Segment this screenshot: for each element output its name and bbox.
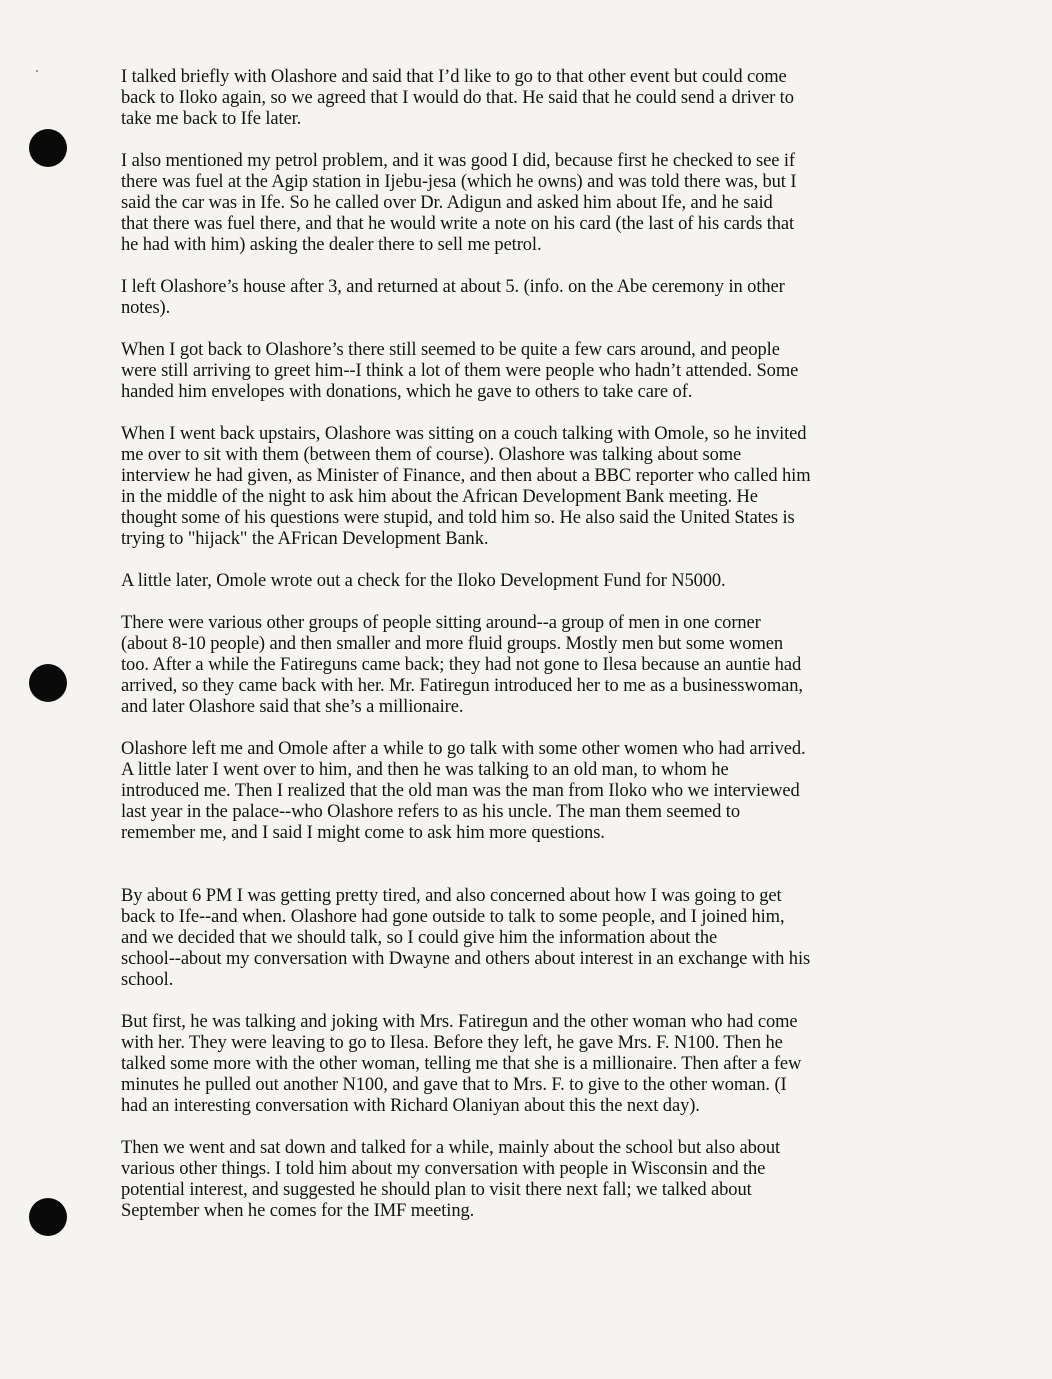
document-body: [121, 67, 941, 1222]
text-line: arrived, so they came back with her. Mr. Fatiregun introduced her to me as a businesswoman,: [121, 676, 803, 696]
text-line: I talked briefly with Olashore and said that I’d like to go to that other event but could come: [121, 67, 787, 87]
text-line: Olashore left me and Omole after a while to go talk with some other women who had arrived.: [121, 739, 806, 759]
text-line: that there was fuel there, and that he would write a note on his card (the last of his cards that: [121, 214, 795, 234]
text-line: But first, he was talking and joking with Mrs. Fatiregun and the other woman who had come: [121, 1012, 798, 1032]
paragraph-1: [121, 67, 941, 130]
paragraph-3: [121, 277, 941, 319]
punch-hole-middle: [29, 664, 67, 702]
text-line: (about 8-10 people) and then smaller and more fluid groups. Mostly men but some women: [121, 634, 783, 654]
text-line: school.: [121, 970, 174, 990]
text-line: A little later, Omole wrote out a check for the Iloko Development Fund for N5000.: [121, 571, 726, 591]
text-line: trying to "hijack" the AFrican Development Bank.: [121, 529, 489, 549]
text-line: thought some of his questions were stupid, and told him so. He also said the United States is: [121, 508, 795, 528]
text-line: Then we went and sat down and talked for a while, mainly about the school but also about: [121, 1138, 781, 1158]
paragraph-7: [121, 613, 941, 718]
text-line: were still arriving to greet him--I think a lot of them were people who hadn’t attended. Some: [121, 361, 799, 381]
paragraph-6: [121, 571, 941, 592]
text-line: When I got back to Olashore’s there still seemed to be quite a few cars around, and people: [121, 340, 780, 360]
punch-hole-bottom: [29, 1198, 67, 1236]
text-line: September when he comes for the IMF meeting.: [121, 1201, 475, 1221]
punch-hole-top: [29, 129, 67, 167]
text-line: back to Iloko again, so we agreed that I would do that. He said that he could send a driver to: [121, 88, 794, 108]
text-line: introduced me. Then I realized that the old man was the man from Iloko who we interviewed: [121, 781, 800, 801]
text-line: When I went back upstairs, Olashore was sitting on a couch talking with Omole, so he invited: [121, 424, 807, 444]
text-line: he had with him) asking the dealer there to sell me petrol.: [121, 235, 542, 255]
text-line: me over to sit with them (between them of course). Olashore was talking about some: [121, 445, 742, 465]
text-line: remember me, and I said I might come to ask him more questions.: [121, 823, 605, 843]
text-line: There were various other groups of people sitting around--a group of men in one corner: [121, 613, 761, 633]
paragraph-9: [121, 886, 941, 991]
text-line: with her. They were leaving to go to Ilesa. Before they left, he gave Mrs. F. N100. Then he: [121, 1033, 783, 1053]
text-line: A little later I went over to him, and then he was talking to an old man, to whom he: [121, 760, 729, 780]
paragraph-2: [121, 151, 941, 256]
text-line: said the car was in Ife. So he called over Dr. Adigun and asked him about Ife, and he said: [121, 193, 773, 213]
text-line: I left Olashore’s house after 3, and returned at about 5. (info. on the Abe ceremony in other: [121, 277, 785, 297]
paragraph-8: [121, 739, 941, 844]
text-line: and later Olashore said that she’s a millionaire.: [121, 697, 464, 717]
text-line: minutes he pulled out another N100, and gave that to Mrs. F. to give to the other woman. (I: [121, 1075, 787, 1095]
text-line: school--about my conversation with Dwayne and others about interest in an exchange with his: [121, 949, 811, 969]
text-line: in the middle of the night to ask him about the African Development Bank meeting. He: [121, 487, 758, 507]
text-line: various other things. I told him about my conversation with people in Wisconsin and the: [121, 1159, 766, 1179]
text-line: had an interesting conversation with Richard Olaniyan about this the next day).: [121, 1096, 700, 1116]
text-line: last year in the palace--who Olashore refers to as his uncle. The man them seemed to: [121, 802, 741, 822]
text-line: notes).: [121, 298, 171, 318]
text-line: interview he had given, as Minister of Finance, and then about a BBC reporter who called him: [121, 466, 811, 486]
text-line: By about 6 PM I was getting pretty tired, and also concerned about how I was going to get: [121, 886, 782, 906]
paragraph-4: [121, 340, 941, 403]
text-line: potential interest, and suggested he should plan to visit there next fall; we talked about: [121, 1180, 752, 1200]
text-line: I also mentioned my petrol problem, and it was good I did, because first he checked to see if: [121, 151, 795, 171]
text-line: handed him envelopes with donations, which he gave to others to take care of.: [121, 382, 693, 402]
text-line: back to Ife--and when. Olashore had gone outside to talk to some people, and I joined him,: [121, 907, 785, 927]
text-line: there was fuel at the Agip station in Ijebu-jesa (which he owns) and was told there was, but I: [121, 172, 797, 192]
text-line: take me back to Ife later.: [121, 109, 302, 129]
paragraph-11: [121, 1138, 941, 1222]
paragraph-5: [121, 424, 941, 550]
text-line: and we decided that we should talk, so I could give him the information about the: [121, 928, 718, 948]
paragraph-10: [121, 1012, 941, 1117]
text-line: too. After a while the Fatireguns came back; they had not gone to Ilesa because an auntie had: [121, 655, 802, 675]
scan-speck: [36, 70, 38, 72]
text-line: talked some more with the other woman, telling me that she is a millionaire. Then after a few: [121, 1054, 802, 1074]
